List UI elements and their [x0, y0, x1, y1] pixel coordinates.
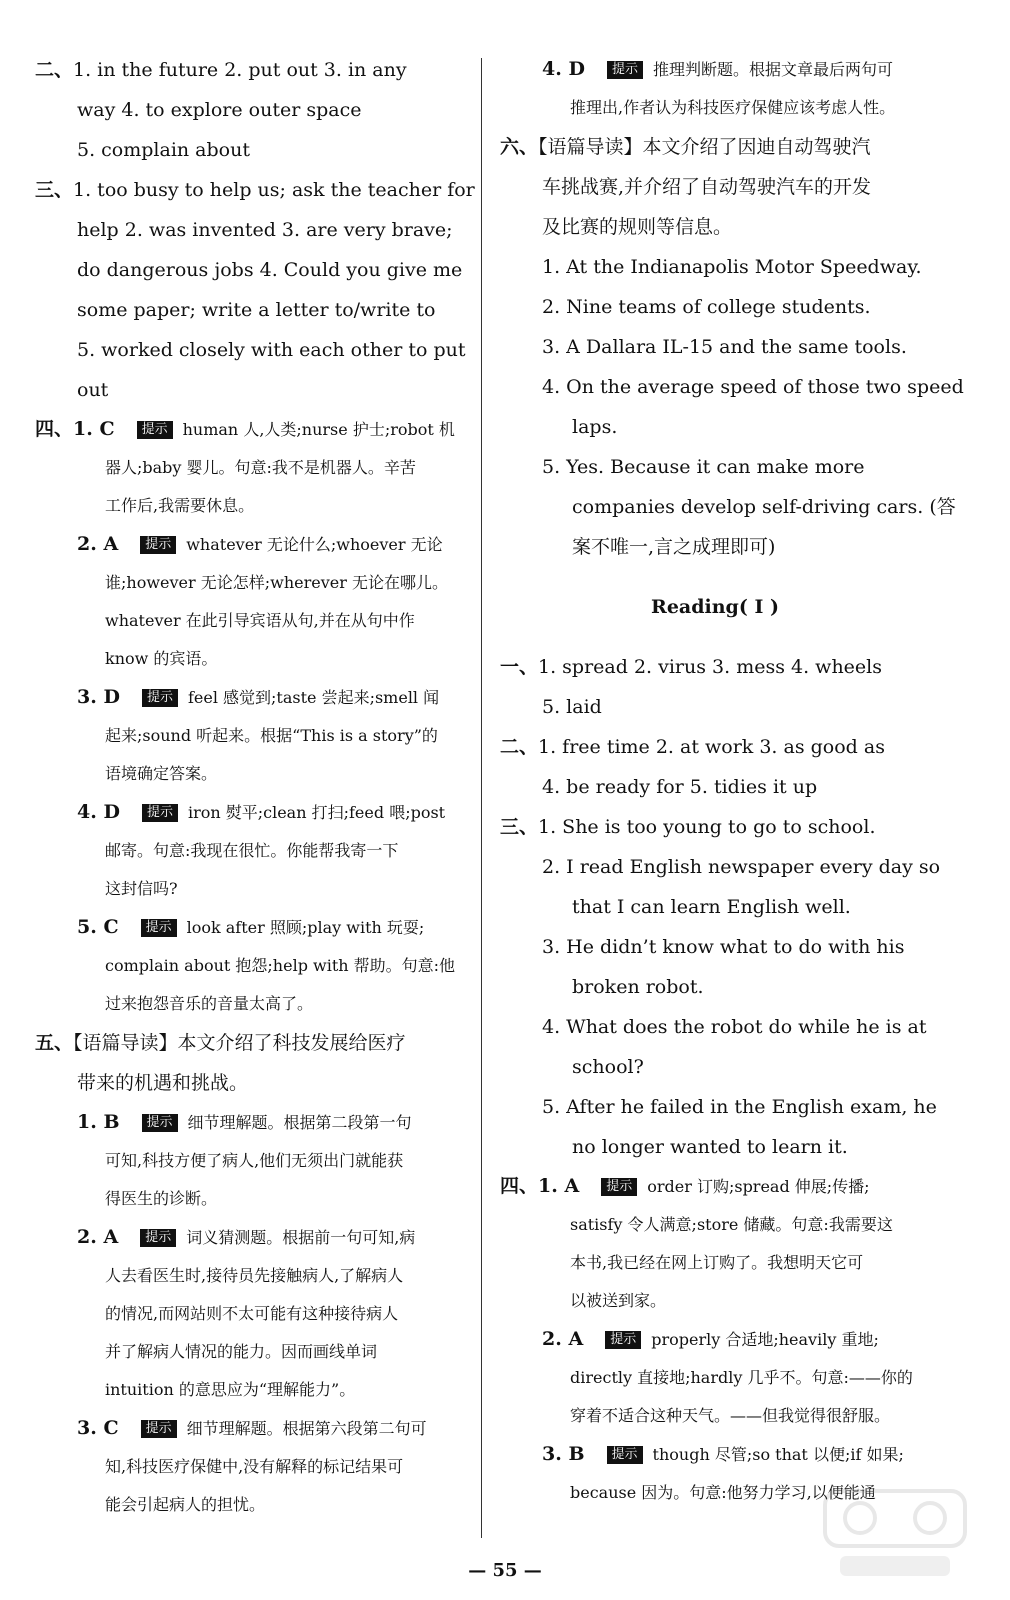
tip-badge: 提示 — [140, 1229, 176, 1247]
tip-badge: 提示 — [607, 61, 643, 79]
right-column — [500, 50, 964, 1512]
tip-badge: 提示 — [605, 1331, 641, 1349]
reading-section-3: 三、1. She is too young to go to school. 2. I read English newspaper every day so that I can learn English well. 3. He didn’t know what to do with his broken robot. 4. What does the robot do while he is at school? 5. After he failed in the English exam, he no longer wanted to learn it. — [500, 816, 941, 1158]
reading-heading: Reading( Ⅰ ) — [651, 596, 779, 618]
page-number: — 55 — — [468, 1560, 542, 1581]
tip-badge: 提示 — [607, 1446, 643, 1464]
tip-badge: 提示 — [141, 919, 177, 937]
tip-badge: 提示 — [140, 536, 176, 554]
tip-badge: 提示 — [142, 1114, 178, 1132]
section-5-continued: 4. D 提示 推理判断题。根据文章最后两句可 推理出,作者认为科技医疗保健应该考虑人性。 — [542, 58, 896, 117]
tip-badge: 提示 — [141, 1420, 177, 1438]
section-5: 五、【语篇导读】本文介绍了科技发展给医疗 带来的机遇和挑战。 1. B 提示 细节理解题。根据第二段第一句 可知,科技方便了病人,他们无须出门就能获 得医生的诊断。 2. A 提示 词义猜测题。根据前一句可知,病 人去看医生时,接待员先接触病人,了解病人 的情况,而网站则不太可能有这种接待病人 并了解病人情况的能力。因而画线单词 intuition 的意思应为“理解能力”。 3. C 提示 细节理解题。根据第六段第二句可 知,科技医疗保健中,没有解释的标记结果可 能会引起病人的担忧。 — [35, 1032, 427, 1514]
section-6: 六、【语篇导读】本文介绍了因迪自动驾驶汽 车挑战赛,并介绍了自动驾驶汽车的开发 及比赛的规则等信息。 1. At the Indianapolis Motor Speedway. 2. Nine teams of college students. 3. A Dallara IL-15 and the same tools. 4. On the average speed of those two speed laps. 5. Yes. Because it can make more companies develop self-driving cars. (答 案不唯一,言之成理即可) — [500, 136, 964, 558]
tip-badge: 提示 — [142, 804, 178, 822]
reading-section-2: 二、1. free time 2. at work 3. as good as 4. be ready for 5. tidies it up — [500, 736, 885, 798]
tip-badge: 提示 — [142, 689, 178, 707]
tip-badge: 提示 — [137, 421, 173, 439]
section-2: 二、1. in the future 2. put out 3. in any way 4. to explore outer space 5. complain about — [35, 59, 407, 161]
column-divider — [481, 58, 482, 1538]
left-column — [35, 50, 475, 1524]
tip-badge: 提示 — [601, 1178, 637, 1196]
section-4: 四、1. C 提示 human 人,人类;nurse 护士;robot 机 器人;baby 婴儿。句意:我不是机器人。辛苦 工作后,我需要休息。 2. A 提示 whatever 无论什么;whoever 无论 谁;however 无论怎样;wherever 无论在哪儿。 whatever 在此引导宾语从句,并在从句中作 know 的宾语。 3. D 提示 feel 感觉到;taste 尝起来;smell 闻 起来;sound 听起来。根据“This is a story”的 语境确定答案。 4. D 提示 iron 熨平;clean 打扫;feed 喂;post 邮寄。句意:我现在很忙。你能帮我寄一下 这封信吗? 5. C 提示 look after 照顾;play with 玩耍; complain about 抱怨;help with 帮助。句意:他 过来抱怨音乐的音量太高了。 — [35, 418, 456, 1013]
section-3: 三、1. too busy to help us; ask the teacher for help 2. was invented 3. are very brave; do dangerous jobs 4. Could you give me some paper; write a letter to/write to 5. worked closely with each other to put out — [35, 179, 475, 401]
reading-section-1: 一、1. spread 2. virus 3. mess 4. wheels 5. laid — [500, 656, 882, 718]
reading-section-4: 四、1. A 提示 order 订购;spread 伸展;传播; satisfy 令人满意;store 储藏。句意:我需要这 本书,我已经在网上订购了。我想明天它可 以被送到家。 2. A 提示 properly 合适地;heavily 重地; directly 直接地;hardly 几乎不。句意:——你的 穿着不适合这种天气。——但我觉得很舒服。 3. B 提示 though 尽管;so that 以便;if 如果; because 因为。句意:他努力学习,以便能通 — [500, 1175, 913, 1502]
